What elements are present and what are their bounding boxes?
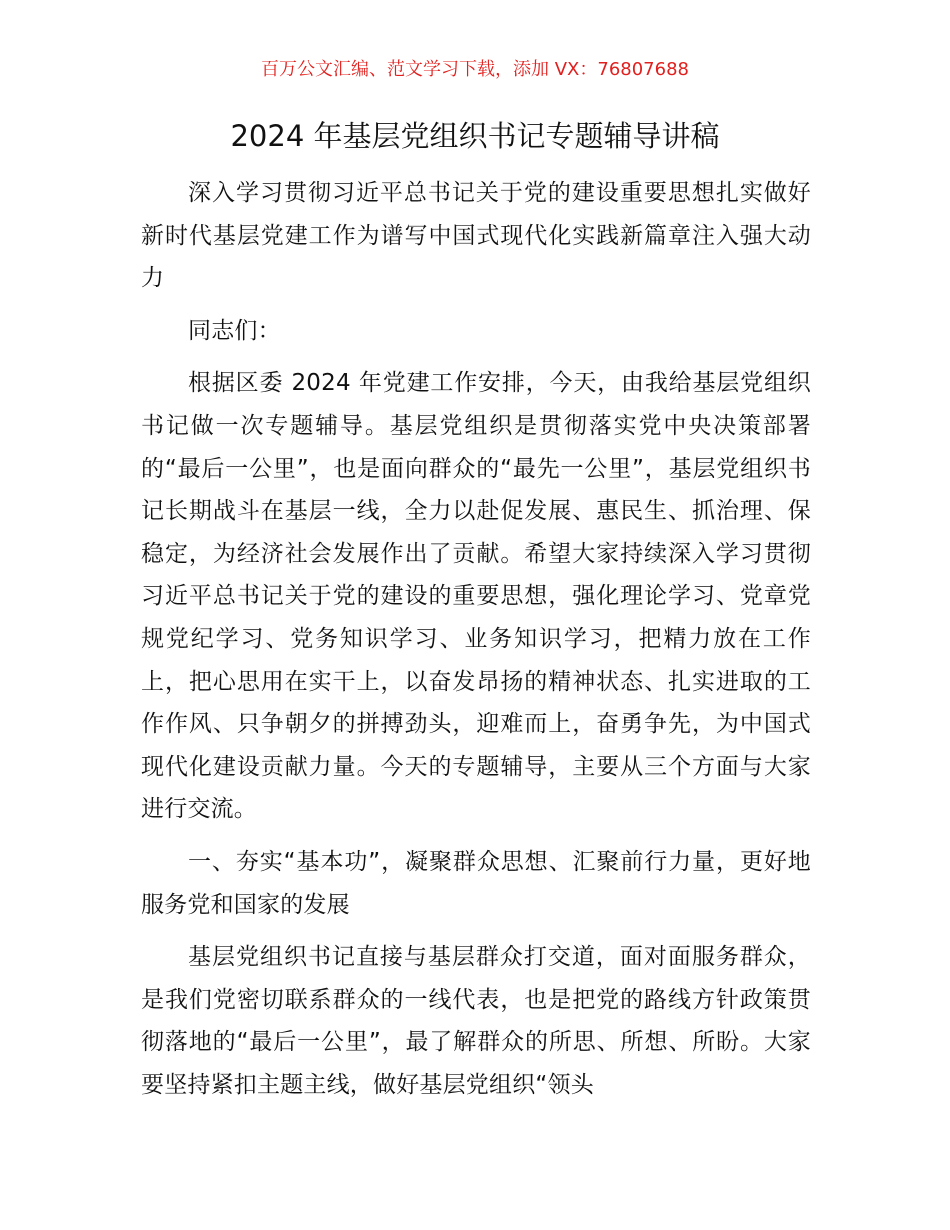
page-title: 2024 年基层党组织书记专题辅导讲稿 <box>230 119 720 153</box>
header-note: 百万公文汇编、范文学习下载，添加 VX：76807688 <box>261 59 689 80</box>
section-heading: 一、夯实“基本功”，凝聚群众思想、汇聚前行力量，更好地服务党和国家的发展 <box>141 848 811 918</box>
salutation: 同志们： <box>188 317 281 344</box>
subtitle-paragraph: 深入学习贯彻习近平总书记关于党的建设重要思想扎实做好新时代基层党建工作为谱写中国式现代化实践新篇章注入强大动力 <box>141 180 811 292</box>
body-paragraph: 基层党组织书记直接与基层群众打交道，面对面服务群众，是我们党密切联系群众的一线代表，也是把党的路线方针政策贯彻落地的“最后一公里”，最了解群众的所思、所想、所盼。大家要坚持紧扣主题主线，做好基层党组织“领头 <box>141 944 811 1098</box>
document-body <box>141 172 811 1116</box>
body-paragraph: 根据区委 2024 年党建工作安排，今天，由我给基层党组织书记做一次专题辅导。基层党组织是贯彻落实党中央决策部署的“最后一公里”，也是面向群众的“最先一公里”，基层党组织书记长期战斗在基层一线，全力以赴促发展、惠民生、抓治理、保稳定，为经济社会发展作出了贡献。希望大家持续深入学习贯彻习近平总书记关于党的建设的重要思想，强化理论学习、党章党规党纪学习、党务知识学习、业务知识学习，把精力放在工作上，把心思用在实干上，以奋发昂扬的精神状态、扎实进取的工作作风、只争朝夕的拼搏劲头，迎难而上，奋勇争先，为中国式现代化建设贡献力量。今天的专题辅导，主要从三个方面与大家进行交流。 <box>141 370 811 823</box>
